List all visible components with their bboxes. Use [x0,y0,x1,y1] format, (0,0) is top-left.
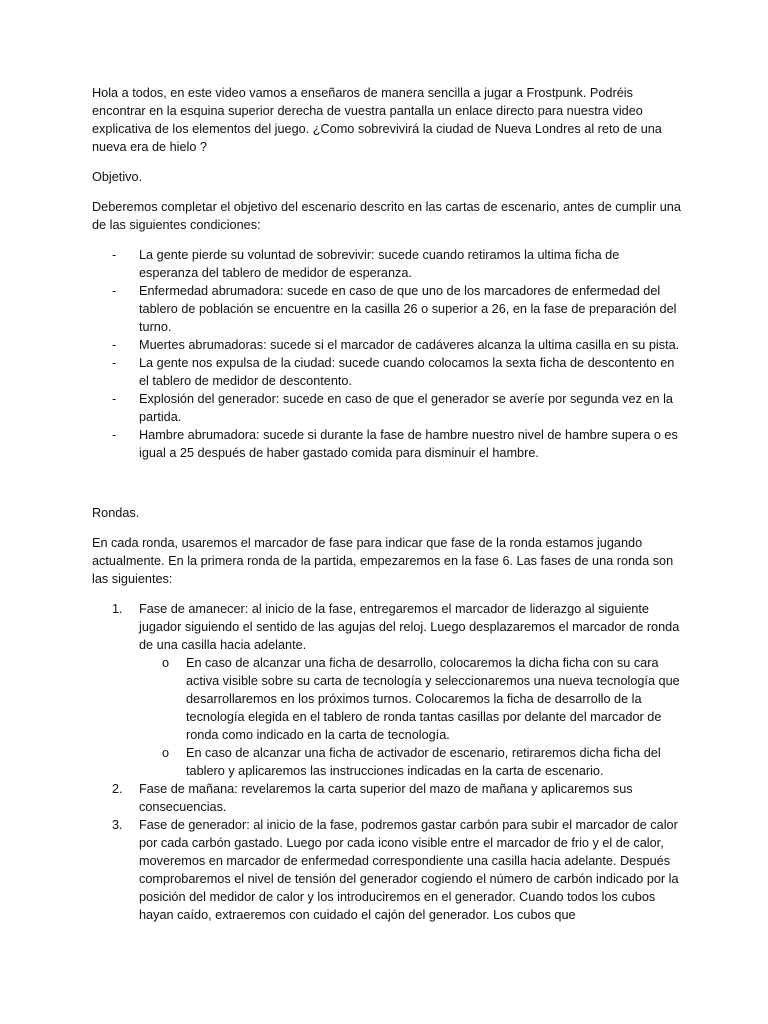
sub-item-text: En caso de alcanzar una ficha de activador de escenario, retiraremos dicha ficha del tablero y aplicaremos las instrucciones indicadas en la carta de escenario. [186,746,661,778]
rounds-text: En cada ronda, usaremos el marcador de fase para indicar que fase de la ronda estamos jugando actualmente. En la primera ronda de la partida, empezaremos en la fase 6. Las fases de una ronda son las siguientes: [92,536,674,586]
intro-paragraph: Hola a todos, en este video vamos a enseñaros de manera sencilla a jugar a Frostpunk. Podréis encontrar en la esquina superior derecha de vuestra pantalla un enlace directo para nuestra video explicativa de los elementos del juego. ¿Como sobrevivirá la ciudad de Nueva Londres al reto de una nueva era de hielo ? [92,86,662,154]
condition-text: Enfermedad abrumadora: sucede en caso de que uno de los marcadores de enfermedad del tablero de población se encuentre en la casilla 26 o superior a 26, en la fase de preparación del turno. [139,284,677,334]
list-item [139,744,682,780]
list-item [92,390,682,426]
phase-text: Fase de generador: al inicio de la fase, podremos gastar carbón para subir el marcador de calor por cada carbón gastado. Luego por cada icono visible entre el marcador de frio y el de calor, moveremos en marcador de enfermedad correspondiente una casilla hacia adelante. Después comprobaremos el nivel de tensión del generador cogiendo el número de carbón indicado por la posición del medidor de calor y los introduciremos en el generador. Cuando todos los cubos hayan caído, extraeremos con cuidado el cajón del generador. Los cubos que [139,818,679,922]
objective-heading: Objetivo. [92,170,143,184]
list-item [92,336,682,354]
list-item [139,654,682,744]
list-item [92,600,682,780]
phase-number: 3. [112,818,123,832]
phase-text: Fase de amanecer: al inicio de la fase, entregaremos el marcador de liderazgo al siguiente jugador siguiendo el sentido de las agujas del reloj. Luego desplazaremos el marcador de ronda de una casilla hacia adelante. [139,602,680,652]
circle-bullet: o [162,746,170,760]
list-item [92,426,682,462]
list-item [92,246,682,282]
objective-text: Deberemos completar el objetivo del escenario descrito en las cartas de escenario, antes de cumplir una de las siguientes condiciones: [92,200,681,232]
dash-bullet: - [112,248,117,262]
dash-bullet: - [112,428,117,442]
phase-number: 1. [112,602,123,616]
phase-number: 2. [112,782,123,796]
section-spacer [92,474,682,504]
dash-bullet: - [112,392,117,406]
phase-sub-list [139,654,682,780]
phases-list [92,600,682,924]
condition-text: Muertes abrumadoras: sucede si el marcador de cadáveres alcanza la ultima casilla en su pista. [139,338,680,352]
rounds-heading: Rondas. [92,506,140,520]
phase-text: Fase de mañana: revelaremos la carta superior del mazo de mañana y aplicaremos sus consecuencias. [139,782,633,814]
list-item [92,780,682,816]
condition-text: La gente pierde su voluntad de sobrevivir: sucede cuando retiramos la ultima ficha de esperanza del tablero de medidor de esperanza. [139,248,620,280]
list-item [92,354,682,390]
document-body [92,84,682,936]
dash-bullet: - [112,284,117,298]
condition-text: Explosión del generador: sucede en caso de que el generador se averíe por segunda vez en la partida. [139,392,673,424]
condition-text: Hambre abrumadora: sucede si durante la fase de hambre nuestro nivel de hambre supera o es igual a 25 después de haber gastado comida para disminuir el hambre. [139,428,678,460]
list-item [92,282,682,336]
dash-bullet: - [112,338,117,352]
dash-bullet: - [112,356,117,370]
conditions-list [92,246,682,462]
sub-item-text: En caso de alcanzar una ficha de desarrollo, colocaremos la dicha ficha con su cara activa visible sobre su carta de tecnología y seleccionaremos una nueva tecnología que desarrollaremos en los próximos turnos. Colocaremos la ficha de desarrollo de la tecnología elegida en el tablero de ronda tantas casillas por delante del marcador de ronda como indicado en la carta de tecnología. [186,656,680,742]
list-item [92,816,682,924]
condition-text: La gente nos expulsa de la ciudad: sucede cuando colocamos la sexta ficha de descontento en el tablero de medidor de descontento. [139,356,675,388]
circle-bullet: o [162,656,170,670]
